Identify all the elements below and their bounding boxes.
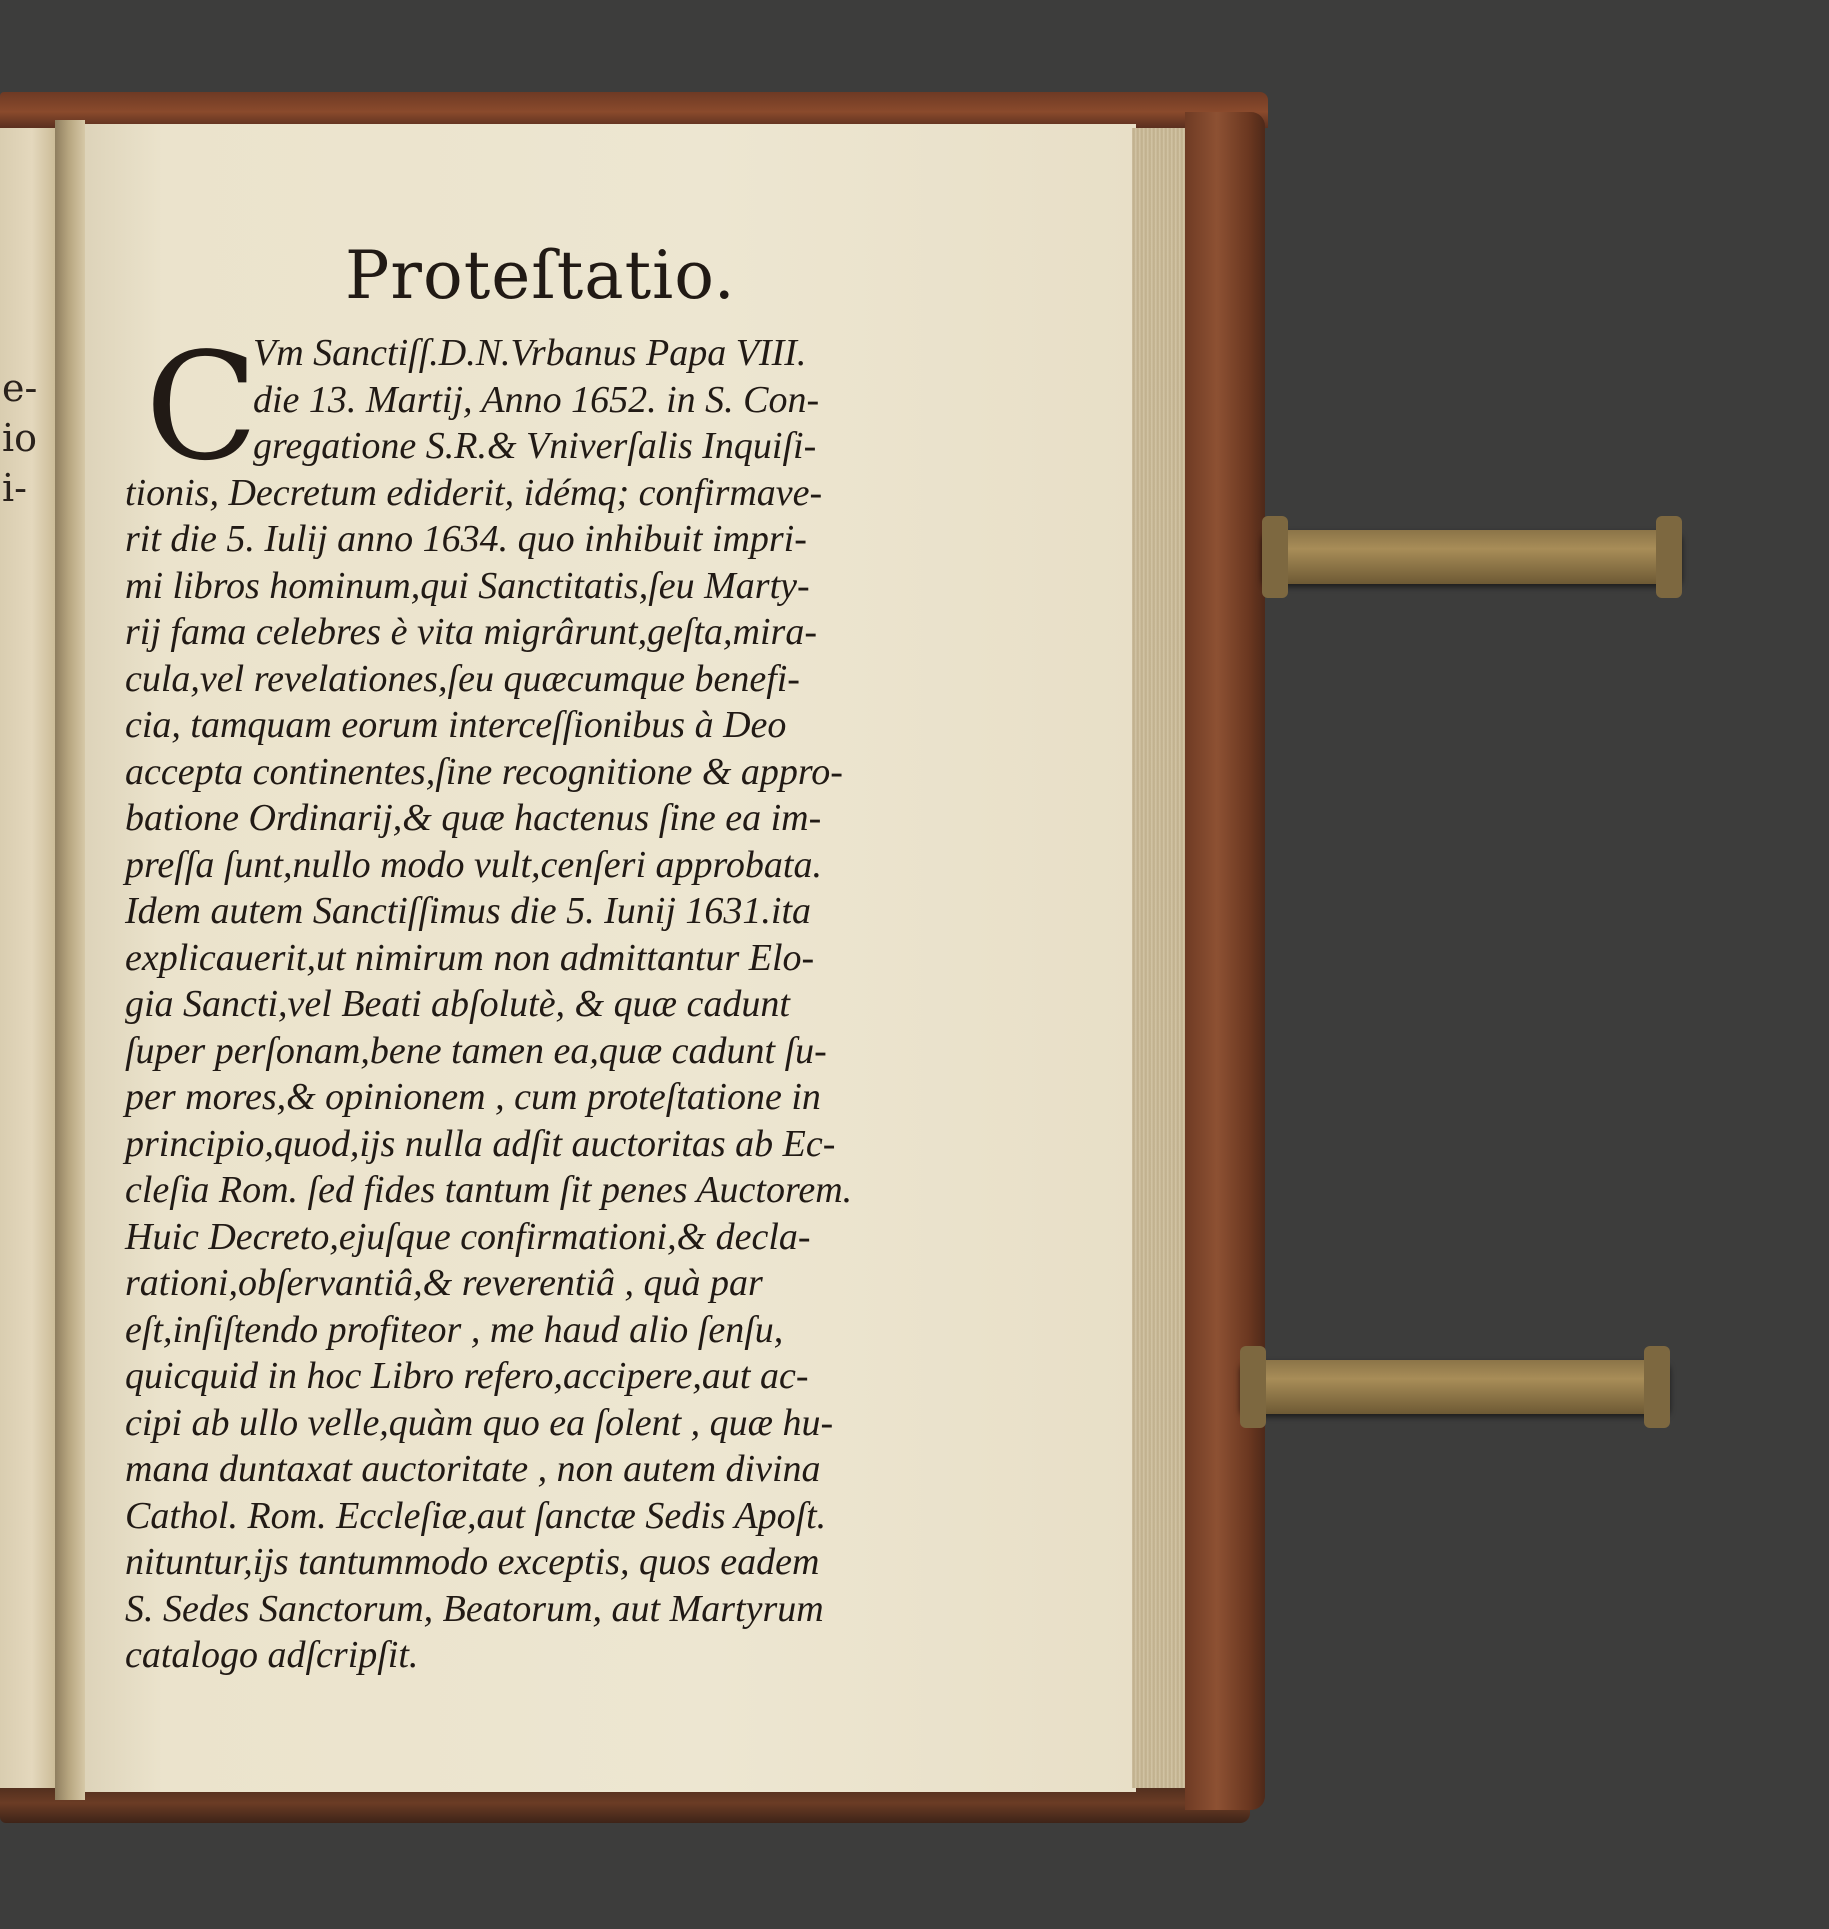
page-text-block [125,230,945,1679]
text-line: cula,vel revelationes,ſeu quæcumque benefi- [125,657,800,700]
left-page-text-fragments [2,363,56,513]
text-line: S. Sedes Sanctorum, Beatorum, aut Martyrum [125,1587,824,1630]
left-page [0,128,58,1788]
page-fore-edge [1132,128,1187,1788]
text-line: explicauerit,ut nimirum non admittantur Elo- [125,936,815,979]
left-fragment: e- [2,366,38,410]
text-line: per mores,& opinionem , cum proteſtatione in [125,1076,821,1118]
text-line: accepta continentes,ſine recognitione & appro- [125,750,843,793]
body-text [125,321,945,1679]
text-line: Idem autem Sanctiſſimus die 5. Iunij 1631.ita [125,890,812,932]
text-line: cipi ab ullo velle,quàm quo ea ſolent , quæ hu- [125,1401,834,1444]
text-line: mana duntaxat auctoritate , non autem divina [125,1448,821,1490]
leather-cover-edge [1185,112,1265,1810]
gutter-shadow [55,120,85,1800]
text-line: nituntur,ijs tantummodo exceptis, quos eadem [125,1541,820,1583]
text-line: catalogo adſcripſit. [125,1634,419,1676]
text-line: cia, tamquam eorum interceſſionibus à Deo [125,704,787,746]
text-line: preſſa ſunt,nullo modo vult,cenſeri approbata. [125,843,822,886]
text-line: ſuper perſonam,bene tamen ea,quæ cadunt ſu- [125,1029,827,1072]
drop-cap: C [145,321,259,493]
text-line: tionis, Decretum ediderit, idémq; confirmave- [125,471,823,514]
text-line: batione Ordinarij,& quæ hactenus ſine ea im- [125,797,822,839]
page-heading: Proteſtatio. [345,237,736,314]
book-head-edge [0,92,1268,128]
text-line: quicquid in hoc Libro refero,accipere,aut ac- [125,1355,809,1397]
brass-clasp-bottom [1240,1360,1670,1414]
text-line: rationi,obſervantiâ,& reverentiâ , quà par [125,1262,763,1304]
text-line: gregatione S.R.& Vniverſalis Inquiſi- [253,425,817,467]
text-line: rij fama celebres è vita migrârunt,geſta,mira- [125,611,817,653]
text-line: rit die 5. Iulij anno 1634. quo inhibuit impri- [125,518,807,560]
text-line: Huic Decreto,ejuſque confirmationi,& decla- [125,1215,811,1258]
text-line: Cathol. Rom. Eccleſiæ,aut ſanctæ Sedis Apoſt. [125,1494,827,1537]
left-fragment: i- [2,466,27,510]
text-line: principio,quod,ijs nulla adſit auctoritas ab Ec- [125,1122,836,1165]
text-line: Vm Sanctiſſ.D.N.Vrbanus Papa VIII. [253,332,807,374]
text-line: mi libros hominum,qui Sanctitatis,ſeu Marty- [125,564,810,607]
left-fragment: io [2,416,38,460]
brass-clasp-top [1262,530,1682,584]
text-line: eſt,inſiſtendo profiteor , me haud alio ſenſu, [125,1308,784,1351]
text-line: cleſia Rom. ſed fides tantum ſit penes Auctorem. [125,1169,853,1211]
text-line: die 13. Martij, Anno 1652. in S. Con- [253,378,820,421]
text-line: gia Sancti,vel Beati abſolutè, & quæ cadunt [125,983,790,1025]
